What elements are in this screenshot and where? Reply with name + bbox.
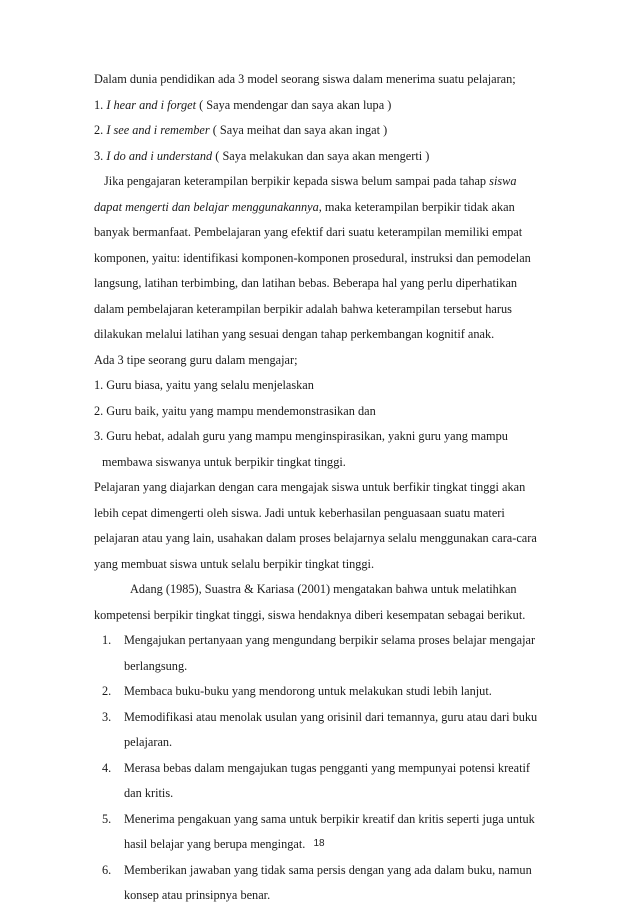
paragraph-3-line-2: lebih cepat dimengerti oleh siswa. Jadi untuk keberhasilan penguasaan suatu materi xyxy=(94,505,505,520)
intro-text: Dalam dunia pendidikan ada 3 model seorang siswa dalam menerima suatu pelajaran; xyxy=(94,72,516,86)
intro-line xyxy=(94,67,562,93)
competency-list-item xyxy=(94,858,562,909)
paragraph-2-line-3: banyak bermanfaat. Pembelajaran yang efektif dari suatu keterampilan memiliki empat xyxy=(94,225,523,239)
teacher-type-1: 1. Guru biasa, yaitu yang selalu menjelaskan xyxy=(94,378,314,392)
paragraph-3-line-4: yang membuat siswa untuk selalu berpikir tingkat tinggi. xyxy=(94,556,375,571)
model-3-number: 3. xyxy=(94,148,104,163)
list-item-number: 3. xyxy=(102,709,112,724)
teacher-type-2: 2. Guru baik, yaitu yang mampu mendemonstrasikan dan xyxy=(94,403,376,418)
model-2-title: I see and i remember xyxy=(106,123,210,137)
list-item-text: Menerima pengakuan yang sama untuk berpikir kreatif dan kritis seperti juga untuk xyxy=(124,811,535,826)
paragraph-2-line-7: dilakukan melalui latihan yang sesuai dengan tahap perkembangan kognitif anak. xyxy=(94,327,495,341)
list-item-text: pelajaran. xyxy=(124,735,173,749)
competency-list xyxy=(94,628,562,909)
paragraph-2-line-6: dalam pembelajaran keterampilan berpikir adalah bahwa keterampilan tersebut harus xyxy=(94,301,512,316)
model-3-translation: ( Saya melakukan dan saya akan mengerti ) xyxy=(212,148,430,163)
model-item-1 xyxy=(94,93,562,119)
paragraph-2-line-2 xyxy=(94,195,562,221)
list-item-text: konsep atau prinsipnya benar. xyxy=(124,888,271,902)
competency-list-item xyxy=(94,807,562,858)
model-1-number: 1. xyxy=(94,97,104,112)
list-item-number: 5. xyxy=(102,811,112,826)
paragraph-3-line-1: Pelajaran yang diajarkan dengan cara mengajak siswa untuk berfikir tingkat tinggi akan xyxy=(94,480,526,494)
model-item-3 xyxy=(94,144,562,170)
list-item-number: 4. xyxy=(102,760,112,775)
p2-line2-text: , maka keterampilan berpikir tidak akan xyxy=(318,199,515,214)
p2-line2-italic: dapat mengerti dan belajar menggunakannya xyxy=(94,199,319,214)
list-item-text: Memberikan jawaban yang tidak sama persis dengan yang ada dalam buku, namun xyxy=(124,862,532,877)
paragraph-4-line-1: Adang (1985), Suastra & Kariasa (2001) mengatakan bahwa untuk melatihkan xyxy=(130,582,517,596)
paragraph-2-line-4: komponen, yaitu: identifikasi komponen-komponen prosedural, instruksi dan pemodelan xyxy=(94,250,531,265)
paragraph-4-line-2: kompetensi berpikir tingkat tinggi, siswa hendaknya diberi kesempatan sebagai berikut. xyxy=(94,607,526,622)
paragraph-2-line-1 xyxy=(94,169,562,195)
model-3-title: I do and i understand xyxy=(106,148,213,163)
competency-list-item xyxy=(94,705,562,756)
paragraph-2-line-5: langsung, latihan terbimbing, dan latihan bebas. Beberapa hal yang perlu diperhatikan xyxy=(94,276,518,290)
list-item-number: 6. xyxy=(102,862,112,877)
teacher-type-3: 3. Guru hebat, adalah guru yang mampu menginspirasikan, yakni guru yang mampu xyxy=(94,429,508,443)
list-item-text: Membaca buku-buku yang mendorong untuk melakukan studi lebih lanjut. xyxy=(124,684,492,698)
page-body xyxy=(94,67,562,909)
model-1-translation: ( Saya mendengar dan saya akan lupa ) xyxy=(196,97,392,112)
model-2-translation: ( Saya meihat dan saya akan ingat ) xyxy=(209,123,388,137)
list-item-text: Mengajukan pertanyaan yang mengundang berpikir selama proses belajar mengajar xyxy=(124,633,536,647)
teacher-intro: Ada 3 tipe seorang guru dalam mengajar; xyxy=(94,352,298,367)
p2-line1-text: Jika pengajaran keterampilan berpikir kepada siswa belum sampai pada tahap xyxy=(104,174,487,188)
list-item-text: Memodifikasi atau menolak usulan yang orisinil dari temannya, guru atau dari buku xyxy=(124,709,538,724)
model-item-2 xyxy=(94,118,562,144)
model-1-title: I hear and i forget xyxy=(106,97,197,112)
page-number: 18 xyxy=(313,838,325,849)
p2-line1-italic: siswa xyxy=(489,174,517,188)
list-item-text: hasil belajar yang berupa mengingat. xyxy=(124,837,306,851)
competency-list-item xyxy=(94,679,562,705)
list-item-text: Merasa bebas dalam mengajukan tugas pengganti yang mempunyai potensi kreatif xyxy=(124,760,531,775)
competency-list-item xyxy=(94,628,562,679)
teacher-type-3-continuation: membawa siswanya untuk berpikir tingkat tinggi. xyxy=(102,454,346,469)
list-item-text: dan kritis. xyxy=(124,786,174,800)
model-2-number: 2. xyxy=(94,123,104,137)
list-item-number: 2. xyxy=(102,684,112,698)
paragraph-3-line-3: pelajaran atau yang lain, usahakan dalam proses belajarnya selalu menggunakan cara-cara xyxy=(94,531,537,545)
competency-list-item xyxy=(94,756,562,807)
list-item-number: 1. xyxy=(102,633,112,647)
list-item-text: berlangsung. xyxy=(124,658,188,673)
